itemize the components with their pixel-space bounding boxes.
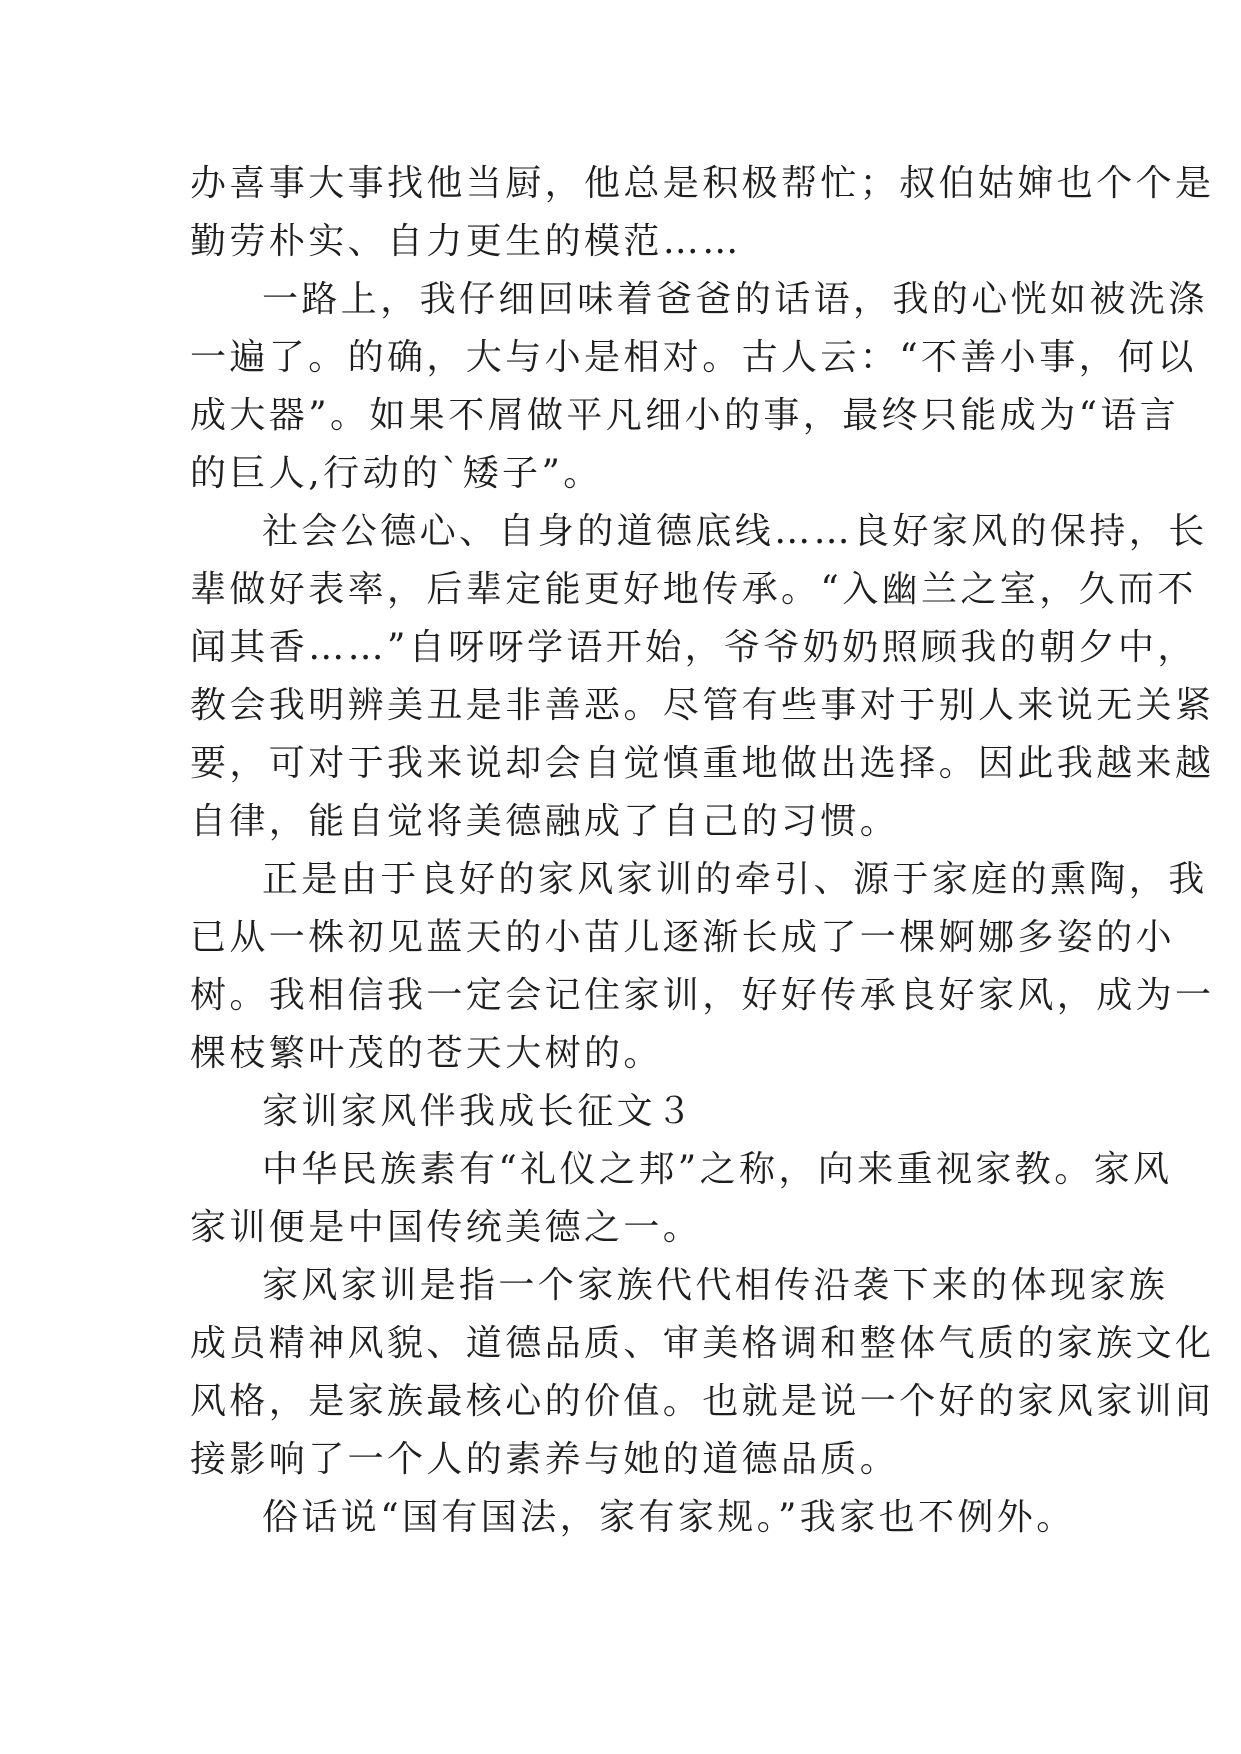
- section-heading: 家训家风伴我成长征文３: [262, 1091, 696, 1132]
- text-line: 辈做好表率，后辈定能更好地传承。“入幽兰之室，久而不: [190, 569, 1197, 610]
- paragraph-start-line: 正是由于良好的家风家训的牵引、源于家庭的熏陶，我: [262, 859, 1208, 900]
- text-line: 要，可对于我来说却会自觉慎重地做出选择。因此我越来越: [190, 743, 1215, 784]
- paragraph-start-line: 一路上，我仔细回味着爸爸的话语，我的心恍如被洗涤: [262, 279, 1208, 320]
- text-line: 的巨人,行动的`矮子”。: [190, 453, 603, 494]
- text-line: 成员精神风貌、道德品质、审美格调和整体气质的家族文化: [190, 1323, 1215, 1364]
- paragraph-start-line: 家风家训是指一个家族代代相传沿袭下来的体现家族: [262, 1265, 1169, 1306]
- text-line: 自律，能自觉将美德融成了自己的习惯。: [190, 801, 900, 842]
- text-line: 已从一株初见蓝天的小苗儿逐渐长成了一棵婀娜多姿的小: [190, 917, 1176, 958]
- text-line: 棵枝繁叶茂的苍天大树的。: [190, 1033, 663, 1074]
- text-line: 教会我明辨美丑是非善恶。尽管有些事对于别人来说无关紧: [190, 685, 1215, 726]
- paragraph-start-line: 社会公德心、自身的道德底线……良好家风的保持，长: [262, 511, 1208, 552]
- paragraph-start-line: 俗话说“国有国法，家有家规。”我家也不例外。: [262, 1497, 1076, 1538]
- document-body: [190, 155, 1215, 1547]
- text-line: 家训便是中国传统美德之一。: [190, 1207, 703, 1248]
- text-line: 风格，是家族最核心的价值。也就是说一个好的家风家训间: [190, 1381, 1215, 1422]
- text-line: 闻其香……”自呀呀学语开始，爷爷奶奶照顾我的朝夕中，: [190, 627, 1197, 668]
- text-line: 树。我相信我一定会记住家训，好好传承良好家风，成为一: [190, 975, 1215, 1016]
- text-line: 办喜事大事找他当厨，他总是积极帮忙；叔伯姑婶也个个是: [190, 163, 1215, 204]
- text-line: 一遍了。的确，大与小是相对。古人云：“不善小事，何以: [190, 337, 1197, 378]
- text-line: 接影响了一个人的素养与她的道德品质。: [190, 1439, 900, 1480]
- text-line: 成大器”。如果不屑做平凡细小的事，最终只能成为“语言: [190, 395, 1180, 436]
- paragraph-start-line: 中华民族素有“礼仪之邦”之称，向来重视家教。家风: [262, 1149, 1173, 1190]
- text-line: 勤劳朴实、自力更生的模范……: [190, 221, 742, 262]
